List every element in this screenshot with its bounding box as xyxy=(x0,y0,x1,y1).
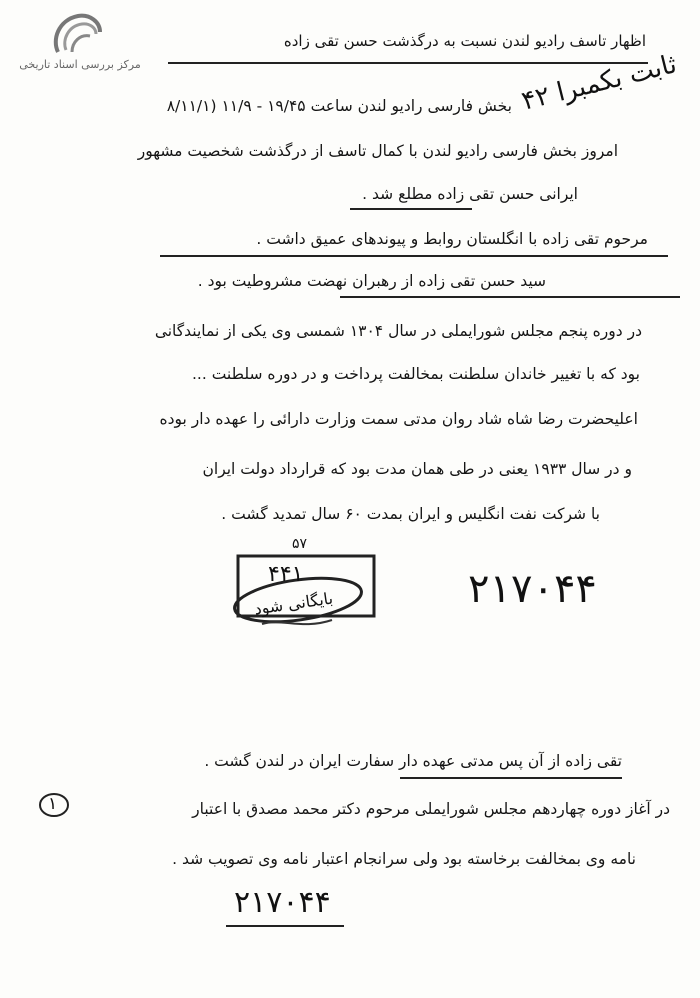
page-number-underline xyxy=(226,925,344,927)
margin-note: ثابت بکمبرا ۴۲ xyxy=(518,49,680,117)
archive-logo-text: مرکز بررسی اسناد تاریخی xyxy=(19,58,141,71)
body-line: و در سال ۱۹۳۳ یعنی در طی همان مدت بود که قرارداد دولت ایران xyxy=(202,460,632,478)
body-line: در آغاز دوره چهاردهم مجلس شورایملی مرحوم دکتر محمد مصدق با اعتبار xyxy=(192,800,670,818)
archive-stamp xyxy=(232,536,382,642)
archive-logo-icon xyxy=(50,12,102,56)
body-line: تقی زاده از آن پس مدتی عهده دار سفارت ایران در لندن گشت . xyxy=(204,752,622,770)
body-line: نامه وی بمخالفت برخاسته بود ولی سرانجام اعتبار نامه وی تصویب شد . xyxy=(172,850,636,868)
title-underline xyxy=(168,62,648,64)
body-line: سید حسن تقی زاده از رهبران نهضت مشروطیت بود . xyxy=(197,272,546,290)
stamp-text: بایگانی شود xyxy=(253,588,335,619)
body-line: اعلیحضرت رضا شاه شاد روان مدتی سمت وزارت دارائی را عهده دار بوده xyxy=(159,410,638,428)
name-underline xyxy=(350,208,472,210)
archive-logo xyxy=(10,8,150,78)
broadcast-header: بخش فارسی رادیو لندن ساعت ۱۹/۴۵ - ۱۱/۹ (۸/۱۱/۱ xyxy=(166,97,512,115)
body-line: مرحوم تقی زاده با انگلستان روابط و پیوندهای عمیق داشت . xyxy=(256,230,648,248)
line-underline xyxy=(340,296,680,298)
stamp-top-number: ۵۷ xyxy=(292,536,308,552)
document-title: اظهار تاسف رادیو لندن نسبت به درگذشت حسن تقی زاده xyxy=(283,32,646,50)
body-line: امروز بخش فارسی رادیو لندن با کمال تاسف از درگذشت شخصیت مشهور xyxy=(137,142,618,160)
stamp-number: ۴۴۱ xyxy=(268,562,304,587)
line-underline xyxy=(160,255,668,257)
body-line: ایرانی حسن تقی زاده مطلع شد . xyxy=(362,185,578,203)
body-line: در دوره پنجم مجلس شورایملی در سال ۱۳۰۴ شمسی وی یکی از نمایندگانی xyxy=(154,322,642,340)
body-line: بود که با تغییر خاندان سلطنت بمخالفت پرداخت و در دوره سلطنت ... xyxy=(192,365,640,383)
line-underline xyxy=(400,777,622,779)
margin-marker: ۱ xyxy=(48,794,58,814)
body-line: با شرکت نفت انگلیس و ایران بمدت ۶۰ سال تمدید گشت . xyxy=(221,505,600,523)
page-number-top: ۲۱۷۰۴۴ xyxy=(468,566,597,612)
page-number-bottom: ۲۱۷۰۴۴ xyxy=(234,885,331,920)
